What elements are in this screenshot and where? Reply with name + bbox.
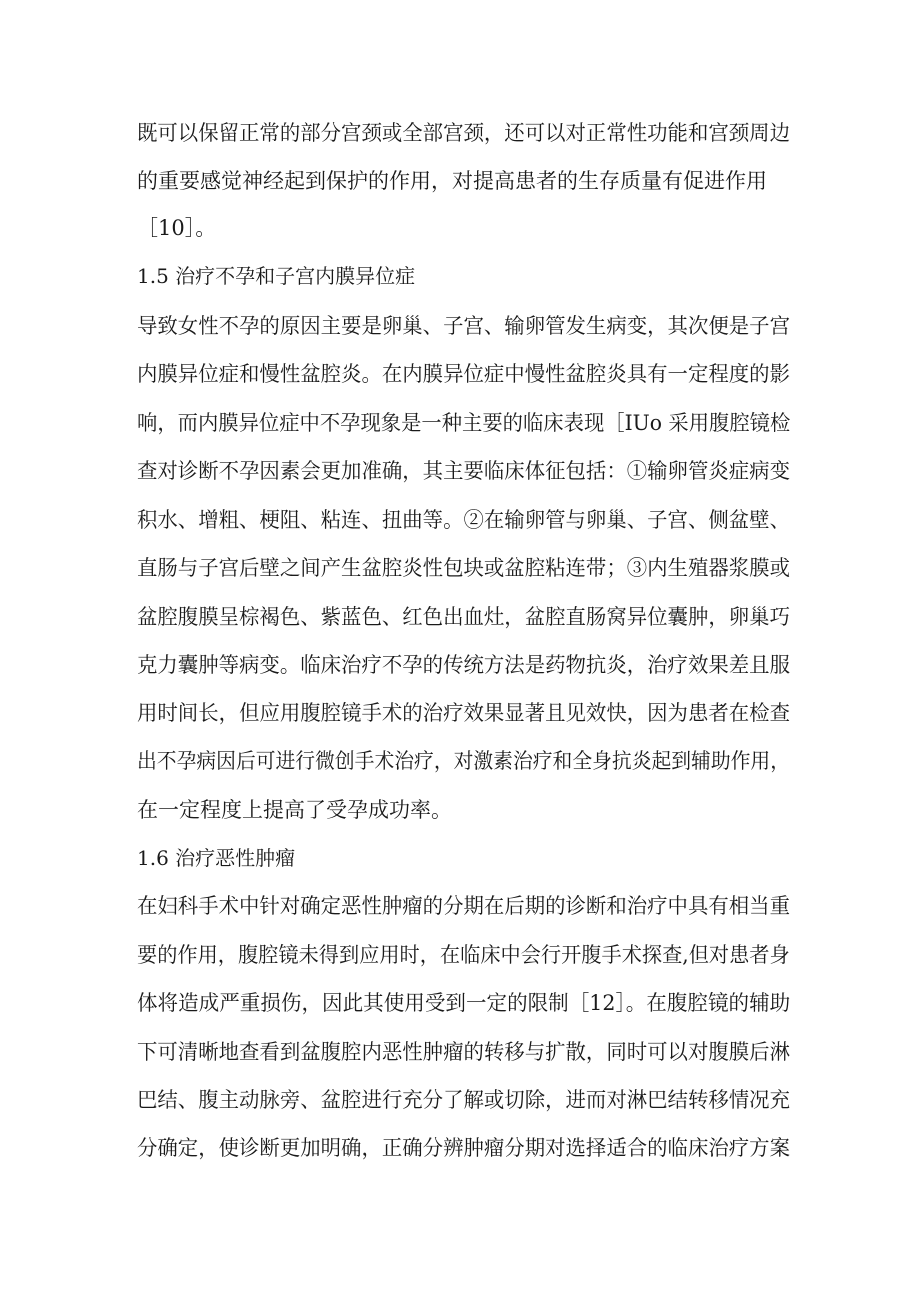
paragraph-line: 直肠与子宫后壁之间产生盆腔炎性包块或盆腔粘连带；③内生殖器浆膜或 — [137, 556, 790, 580]
paragraph-line: 查对诊断不孕因素会更加准确，其主要临床体征包括：①输卵管炎症病变 — [137, 459, 790, 483]
paragraph-line: 积水、增粗、梗阻、粘连、扭曲等。②在输卵管与卵巢、子宫、侧盆壁、 — [137, 508, 790, 532]
paragraph-line: 导致女性不孕的原因主要是卵巢、子宫、输卵管发生病变，其次便是子宫 — [137, 314, 790, 338]
paragraph-line: 响，而内膜异位症中不孕现象是一种主要的临床表现［IUo 采用腹腔镜检 — [137, 411, 791, 435]
paragraph-line: 的重要感觉神经起到保护的作用，对提高患者的生存质量有促进作用 — [137, 169, 767, 193]
paragraph-line: 在一定程度上提高了受孕成功率。 — [137, 798, 452, 822]
paragraph-line: 克力囊肿等病变。临床治疗不孕的传统方法是药物抗炎，治疗效果差且服 — [137, 653, 790, 677]
paragraph-line: 下可清晰地查看到盆腹腔内恶性肿瘤的转移与扩散，同时可以对腹膜后淋 — [137, 1040, 790, 1064]
paragraph-line: 盆腔腹膜呈棕褐色、紫蓝色、红色出血灶，盆腔直肠窝异位囊肿，卵巢巧 — [137, 605, 790, 629]
paragraph-line: 体将造成严重损伤，因此其使用受到一定的限制［12］。在腹腔镜的辅助 — [137, 991, 791, 1015]
paragraph-line: 出不孕病因后可进行微创手术治疗，对激素治疗和全身抗炎起到辅助作用， — [137, 749, 790, 773]
section-heading-1-6: 1.6 治疗恶性肿瘤 — [137, 846, 296, 870]
paragraph-line: 分确定，使诊断更加明确，正确分辨肿瘤分期对选择适合的临床治疗方案 — [137, 1136, 790, 1160]
paragraph-line: 内膜异位症和慢性盆腔炎。在内膜异位症中慢性盆腔炎具有一定程度的影 — [137, 362, 790, 386]
paragraph-line: 在妇科手术中针对确定恶性肿瘤的分期在后期的诊断和治疗中具有相当重 — [137, 894, 790, 918]
paragraph-line: ［10］。 — [137, 216, 217, 240]
paragraph-line: 用时间长，但应用腹腔镜手术的治疗效果显著且见效快，因为患者在检查 — [137, 701, 790, 725]
section-heading-1-5: 1.5 治疗不孕和子宫内膜异位症 — [137, 264, 416, 288]
paragraph-line: 既可以保留正常的部分宫颈或全部宫颈，还可以对正常性功能和宫颈周边 — [137, 121, 790, 145]
paragraph-line: 要的作用，腹腔镜未得到应用时，在临床中会行开腹手术探查,但对患者身 — [137, 943, 790, 967]
paragraph-line: 巴结、腹主动脉旁、盆腔进行充分了解或切除，进而对淋巴结转移情况充 — [137, 1088, 790, 1112]
